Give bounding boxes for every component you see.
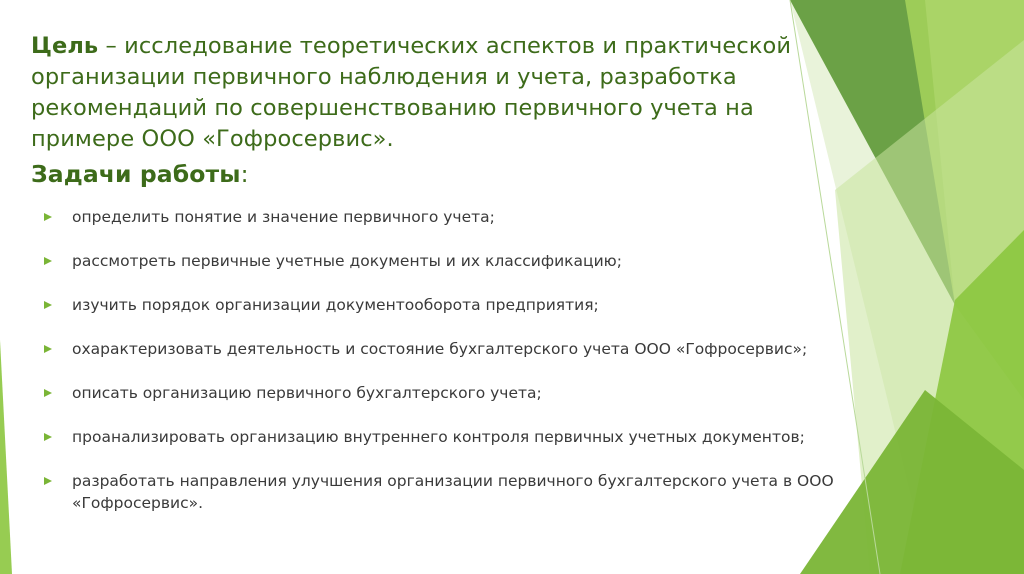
task-list-item: [44, 338, 844, 360]
task-list-item: [44, 294, 844, 316]
task-list-item: [44, 426, 844, 448]
tasks-heading: [31, 159, 851, 190]
tasks-heading-text: Задачи работы: [31, 160, 241, 188]
task-list-item: [44, 470, 844, 514]
goal-label: Цель: [31, 33, 99, 59]
task-list: [44, 206, 844, 514]
task-text: описать организацию первичного бухгалтерского учета;: [72, 384, 542, 402]
tasks-heading-colon: :: [240, 160, 249, 188]
task-text: проанализировать организацию внутреннего контроля первичных учетных документов;: [72, 428, 805, 446]
task-text: охарактеризовать деятельность и состояние бухгалтерского учета ООО «Гофросервис»;: [72, 340, 808, 358]
triangle-bullet-icon: [44, 301, 52, 309]
task-list-item: [44, 206, 844, 228]
task-text: изучить порядок организации документооборота предприятия;: [72, 296, 599, 314]
task-text: определить понятие и значение первичного учета;: [72, 208, 495, 226]
task-text: разработать направления улучшения организации первичного бухгалтерского учета в ООО «Гофросервис».: [72, 472, 834, 512]
goal-paragraph: [31, 31, 851, 190]
triangle-bullet-icon: [44, 213, 52, 221]
task-list-item: [44, 250, 844, 272]
task-list-item: [44, 382, 844, 404]
task-text: рассмотреть первичные учетные документы и их классификацию;: [72, 252, 622, 270]
goal-text: – исследование теоретических аспектов и практической организации первичного наблюдения и учета, разработка рекомендаций по совершенствованию первичного учета на примере ООО «Гофросервис».: [31, 33, 792, 152]
triangle-bullet-icon: [44, 477, 52, 485]
triangle-bullet-icon: [44, 257, 52, 265]
triangle-bullet-icon: [44, 433, 52, 441]
triangle-bullet-icon: [44, 389, 52, 397]
triangle-bullet-icon: [44, 345, 52, 353]
